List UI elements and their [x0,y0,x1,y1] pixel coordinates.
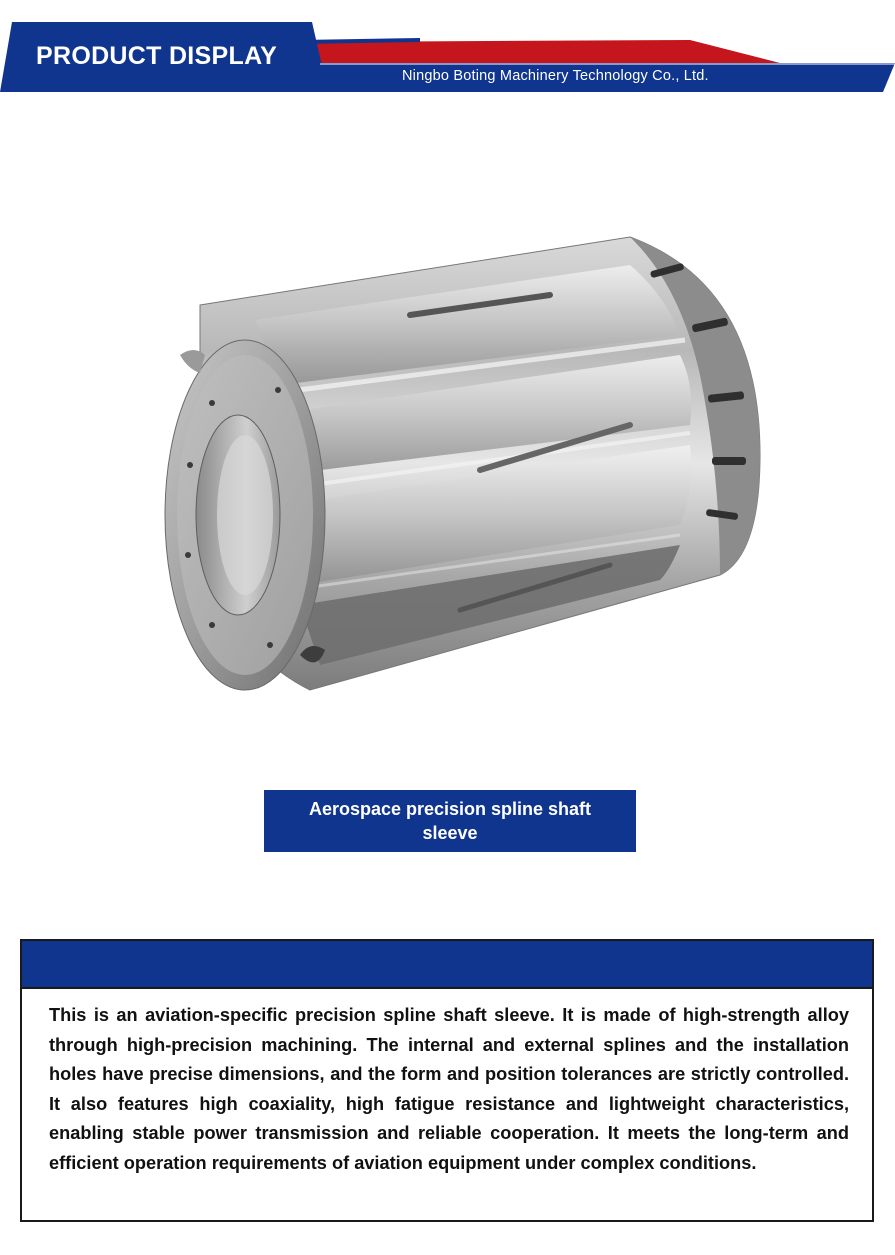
spline-shaft-sleeve-photo-icon [160,225,780,705]
description-panel [20,939,874,1222]
header-banner [0,0,895,100]
company-name: Ningbo Boting Machinery Technology Co., Ltd. [402,68,709,84]
banner-title: PRODUCT DISPLAY [36,42,278,70]
product-image [160,225,780,705]
product-caption: Aerospace precision spline shaft sleeve [308,799,592,843]
description-text: This is an aviation-specific precision spline shaft sleeve. It is made of high-strength alloy through high-precision machining. The internal and external splines and the installation holes have precise dimensions, and the form and position tolerances are strictly controlled. It also features high coaxiality, high fatigue resistance and lightweight characteristics, enabling stable power transmission and reliable cooperation. It meets the long-term and efficient operation requirements of aviation equipment under complex conditions. [49,1005,849,1173]
product-caption-box [264,790,636,852]
description-header-bar [22,941,872,989]
